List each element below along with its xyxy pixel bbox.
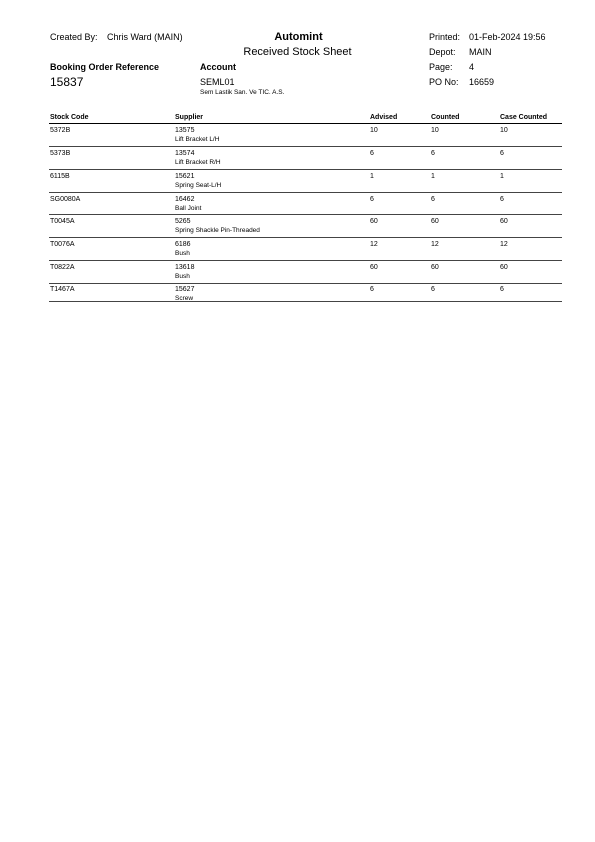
account-name: Sem Lastik San. Ve TIC. A.S. [200,89,285,96]
row-divider [49,283,562,284]
supplier-code: 13575 [175,127,195,134]
row-divider [49,214,562,215]
item-description: Spring Shackle Pin-Threaded [175,227,260,234]
counted-qty: 12 [431,241,439,248]
counted-qty: 10 [431,127,439,134]
account-code: SEML01 [200,77,235,87]
counted-qty: 6 [431,286,435,293]
counted-qty: 6 [431,196,435,203]
item-description: Ball Joint [175,205,202,212]
row-divider [49,301,562,302]
depot-label: Depot: [429,47,456,57]
stock-code: 6115B [50,173,70,180]
row-divider [49,146,562,147]
item-description: Screw [175,295,194,302]
counted-qty: 6 [431,150,435,157]
page-label: Page: [429,62,453,72]
printed-label: Printed: [429,32,461,42]
row-divider [49,169,562,170]
col-header-supplier: Supplier [175,114,204,121]
po-value: 16659 [469,77,495,87]
advised-qty: 12 [370,241,378,248]
sheet-title: Received Stock Sheet [243,46,352,58]
case-counted-qty: 60 [500,218,508,225]
counted-qty: 60 [431,264,439,271]
created-by-label: Created By: [50,32,98,42]
supplier-code: 15627 [175,286,195,293]
item-description: Lift Bracket R/H [175,159,221,166]
item-description: Lift Bracket L/H [175,136,220,143]
row-divider [49,192,562,193]
depot-value: MAIN [469,47,492,57]
supplier-code: 13618 [175,264,195,271]
stock-code: T0822A [50,264,75,271]
col-header-stock-code: Stock Code [50,114,89,121]
item-description: Spring Seat-L/H [175,182,222,189]
row-divider [49,237,562,238]
advised-qty: 60 [370,218,378,225]
advised-qty: 10 [370,127,378,134]
company-name: Automint [274,31,323,43]
stock-code: 5373B [50,150,71,157]
row-divider [49,260,562,261]
counted-qty: 60 [431,218,439,225]
case-counted-qty: 60 [500,264,508,271]
advised-qty: 1 [370,173,374,180]
created-by-value: Chris Ward (MAIN) [107,32,183,42]
advised-qty: 6 [370,150,374,157]
supplier-code: 16462 [175,196,195,203]
stock-code: 5372B [50,127,71,134]
booking-ref-label: Booking Order Reference [50,62,160,72]
booking-ref-value: 15837 [50,75,84,89]
po-label: PO No: [429,77,459,87]
account-label: Account [200,62,236,72]
supplier-code: 5265 [175,218,191,225]
supplier-code: 13574 [175,150,195,157]
case-counted-qty: 12 [500,241,508,248]
col-header-advised: Advised [370,114,398,121]
page-value: 4 [469,62,475,72]
printed-value: 01-Feb-2024 19:56 [469,32,546,42]
advised-qty: 60 [370,264,378,271]
counted-qty: 1 [431,173,435,180]
item-description: Bush [175,250,190,257]
case-counted-qty: 10 [500,127,508,134]
col-header-case-counted: Case Counted [500,114,548,121]
stock-code: T0045A [50,218,75,225]
col-header-counted: Counted [431,114,460,121]
case-counted-qty: 6 [500,150,504,157]
case-counted-qty: 1 [500,173,504,180]
stock-code: T1467A [50,286,75,293]
stock-code: SG0080A [50,196,81,203]
stock-code: T0076A [50,241,75,248]
header-divider [49,123,562,124]
supplier-code: 15621 [175,173,195,180]
supplier-code: 6186 [175,241,191,248]
advised-qty: 6 [370,286,374,293]
advised-qty: 6 [370,196,374,203]
item-description: Bush [175,273,190,280]
case-counted-qty: 6 [500,286,504,293]
case-counted-qty: 6 [500,196,504,203]
